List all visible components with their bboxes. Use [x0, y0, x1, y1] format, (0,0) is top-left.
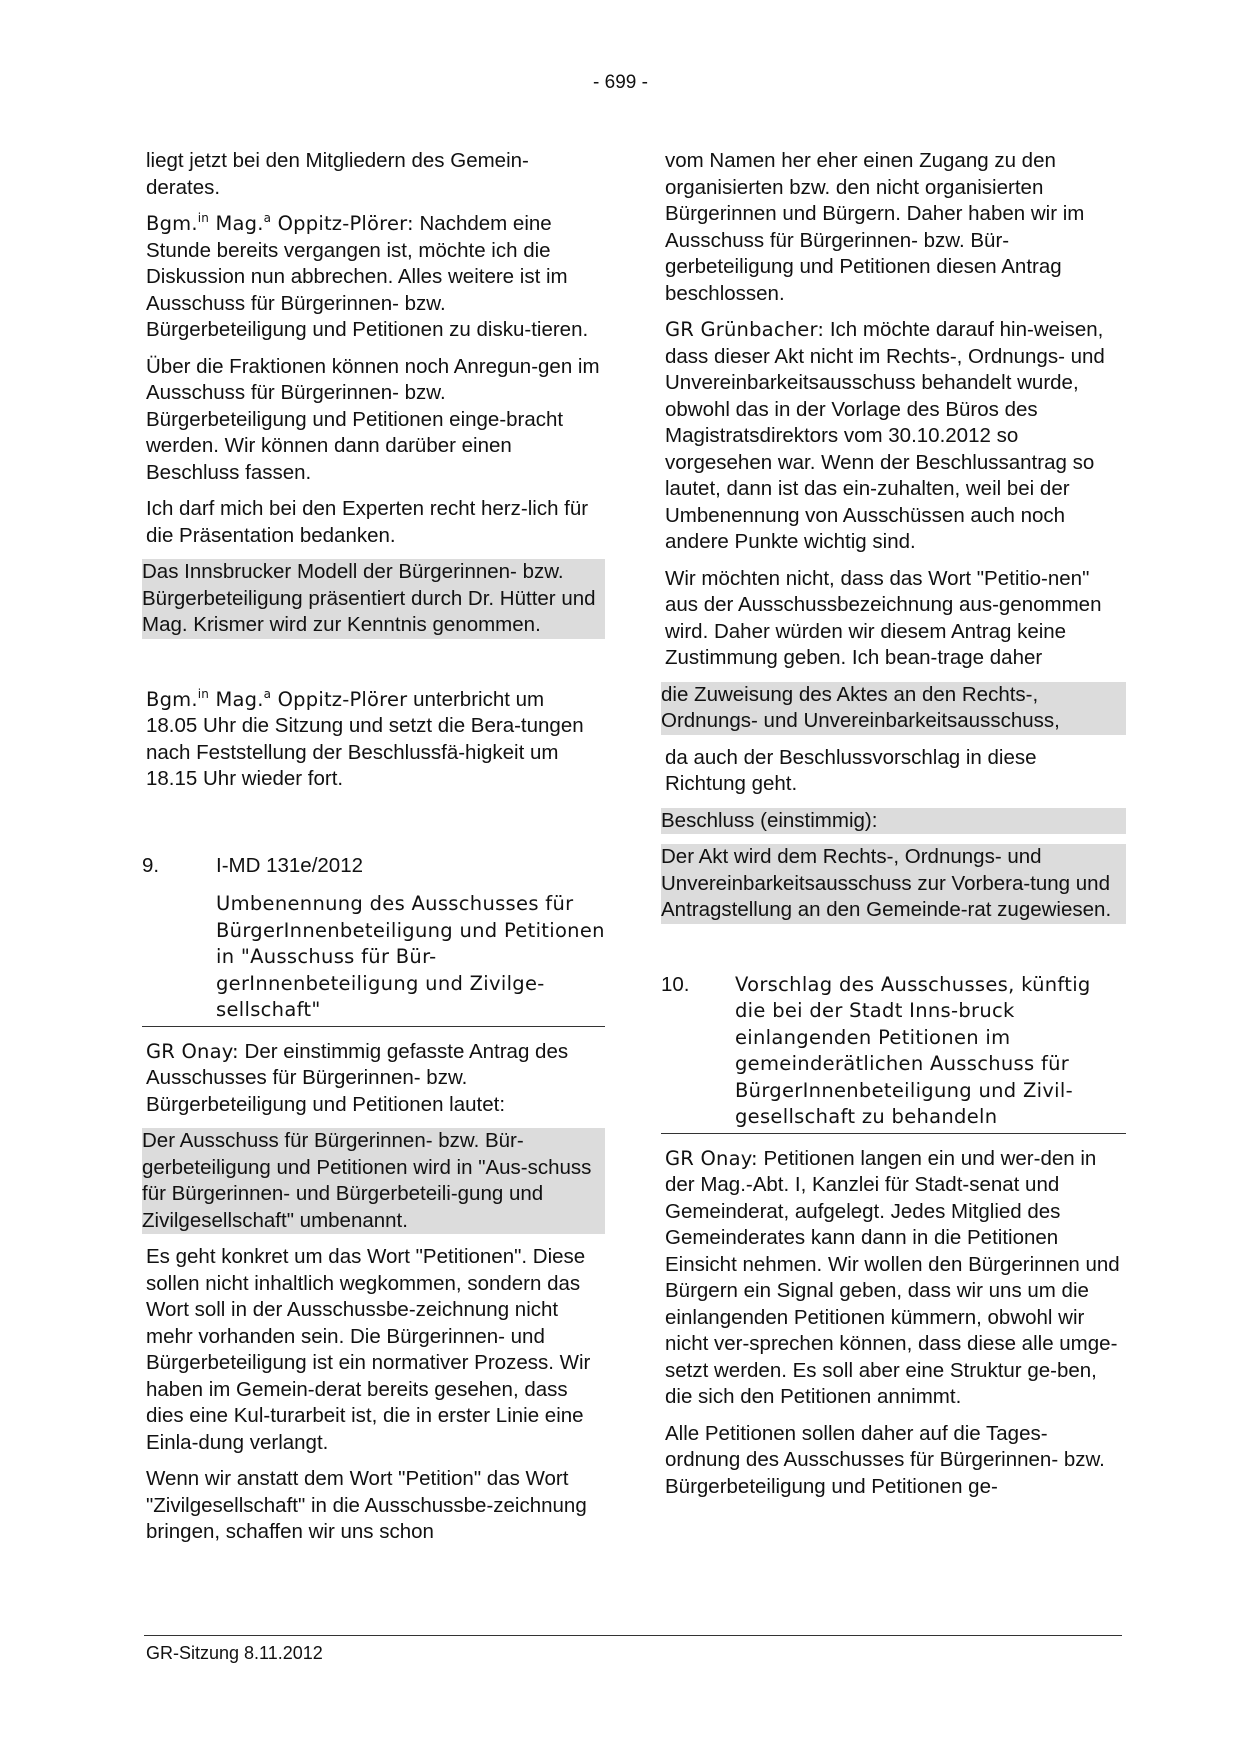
- motion-box: die Zuweisung des Aktes an den Rechts-, Ordnungs- und Unvereinbarkeitsausschuss,: [661, 682, 1126, 735]
- agenda-reference: I-MD 131e/2012: [216, 853, 364, 877]
- speaker-name: GR Onay:: [146, 1039, 239, 1063]
- speaker-name: GR Grünbacher:: [665, 318, 825, 341]
- resolution-box: Der Ausschuss für Bürgerinnen- bzw. Bür-gerbeteiligung und Petitionen wird in "Aus-schuss für Bürgerinnen- und Bürgerbeteili-gung und Zivilgesellschaft" umbenannt.: [142, 1128, 605, 1234]
- paragraph: Wenn wir anstatt dem Wort "Petition" das Wort "Zivilgesellschaft" in die Ausschussbe-zeichnung bringen, schaffen wir uns schon: [146, 1467, 587, 1543]
- right-column: [661, 148, 1122, 1510]
- speaker-paragraph: Bgm.$^{in}$ Mag.$^a$ Oppitz-Plörer unterbricht um 18.05 Uhr die Sitzung und setzt die Bera-tungen nach Feststellung der Beschlussfä-higkeit um 18.15 Uhr wieder fort.: [146, 686, 584, 790]
- speaker-name: GR Onay:: [665, 1146, 758, 1170]
- agenda-title: Vorschlag des Ausschusses, künftig die bei der Stadt Inns-bruck einlangenden Petitionen im gemeinderätlichen Ausschuss für BürgerInnenbeteiligung und Zivil-gesellschaft zu behandeln: [735, 972, 1091, 1128]
- agenda-item-10: [661, 972, 1126, 1134]
- speaker-paragraph: GR Onay: Petitionen langen ein und wer-den in der Mag.-Abt. I, Kanzlei für Stadt-senat und Gemeinderat, aufgelegt. Jedes Mitglied des Gemeinderates kann dann in die Petitionen Einsicht nehmen. Wir wollen den Bürgerinnen und Bürgern ein Signal geben, dass wir uns um die einlangenden Petitionen kümmern, obwohl wir nicht ver-sprechen können, dass diese alle umge-setzt werden. Es soll aber eine Struktur ge-ben, die sich den Petitionen annimmt.: [665, 1146, 1120, 1408]
- speaker-paragraph: GR Grünbacher: Ich möchte darauf hin-weisen, dass dieser Akt nicht im Rechts-, Ordnungs- und Unvereinbarkeitsausschuss behandelt wurde, obwohl das in der Vorlage des Büros des Magistratsdirektors vom 30.10.2012 so vorgesehen war. Wenn der Beschlussantrag so lautet, dann ist das ein-zuhalten, weil bei der Umbenennung von Ausschüssen auch noch andere Punkte wichtig sind.: [665, 318, 1105, 553]
- paragraph: Wir möchten nicht, dass das Wort "Petitio-nen" aus der Ausschussbezeichnung aus-genommen wird. Daher würden wir diesem Antrag keine Zustimmung geben. Ich bean-trage daher: [665, 566, 1102, 669]
- resolution-box: Der Akt wird dem Rechts-, Ordnungs- und Unvereinbarkeitsausschuss zur Vorbera-tung und Antragstellung an den Gemeinde-rat zugewiesen.: [661, 844, 1126, 924]
- paragraph: da auch der Beschlussvorschlag in diese Richtung geht.: [665, 745, 1037, 795]
- agenda-title: Umbenennung des Ausschusses für BürgerInnenbeteiligung und Petitionen in "Ausschuss für Bür-gerInnenbeteiligung und Zivilge-sellschaft": [216, 892, 605, 1021]
- left-column: [142, 148, 605, 1556]
- agenda-number: 10.: [661, 972, 690, 996]
- footer-divider: [144, 1635, 1122, 1636]
- paragraph: Alle Petitionen sollen daher auf die Tages-ordnung des Ausschusses für Bürgerinnen- bzw. Bürgerbeteiligung und Petitionen ge-: [665, 1421, 1105, 1498]
- agenda-item-9: [142, 853, 605, 1027]
- paragraph: vom Namen her eher einen Zugang zu den organisierten bzw. den nicht organisierten Bürgerinnen und Bürgern. Daher haben wir im Ausschuss für Bürgerinnen- bzw. Bür-gerbeteiligung und Petitionen diesen Antrag beschlossen.: [665, 149, 1085, 305]
- paragraph: Ich darf mich bei den Experten recht herz-lich für die Präsentation bedanken.: [146, 497, 589, 547]
- paragraph: liegt jetzt bei den Mitgliedern des Gemein-derates.: [146, 149, 529, 199]
- speaker-name: Bgm.$^{in}$ Mag.$^a$ Oppitz-Plörer: [146, 686, 408, 711]
- paragraph: Über die Fraktionen können noch Anregun-gen im Ausschuss für Bürgerinnen- bzw. Bürgerbeteiligung und Petitionen einge-bracht werden. Wir können dann darüber einen Beschluss fassen.: [146, 354, 600, 484]
- resolution-box: Das Innsbrucker Modell der Bürgerinnen- bzw. Bürgerbeteiligung präsentiert durch Dr. Hütter und Mag. Krismer wird zur Kenntnis genommen.: [142, 559, 605, 639]
- paragraph: Es geht konkret um das Wort "Petitionen". Diese sollen nicht inhaltlich wegkommen, sondern das Wort soll in der Ausschussbe-zeichnung nicht mehr vorhanden sein. Die Bürgerinnen- und Bürgerbeteiligung ist ein normativer Prozess. Wir haben im Gemein-derat bereits gesehen, dass dies eine Kul-turarbeit ist, die in erster Linie eine Einla-dung verlangt.: [146, 1245, 591, 1454]
- speaker-paragraph: Bgm.$^{in}$ Mag.$^a$ Oppitz-Plörer: Nachdem eine Stunde bereits vergangen ist, möchte ich die Diskussion nun abbrechen. Alles weitere ist im Ausschuss für Bürgerinnen- bzw. Bürgerbeteiligung und Petitionen zu disku-tieren.: [146, 211, 589, 341]
- footer-text: GR-Sitzung 8.11.2012: [146, 1643, 323, 1663]
- page-number: - 699 -: [593, 72, 648, 93]
- agenda-number: 9.: [142, 853, 160, 877]
- speaker-paragraph: GR Onay: Der einstimmig gefasste Antrag des Ausschusses für Bürgerinnen- bzw. Bürgerbeteiligung und Petitionen lautet:: [146, 1039, 569, 1116]
- resolution-heading: Beschluss (einstimmig):: [661, 808, 1126, 835]
- speaker-name: Bgm.$^{in}$ Mag.$^a$ Oppitz-Plörer:: [146, 211, 414, 235]
